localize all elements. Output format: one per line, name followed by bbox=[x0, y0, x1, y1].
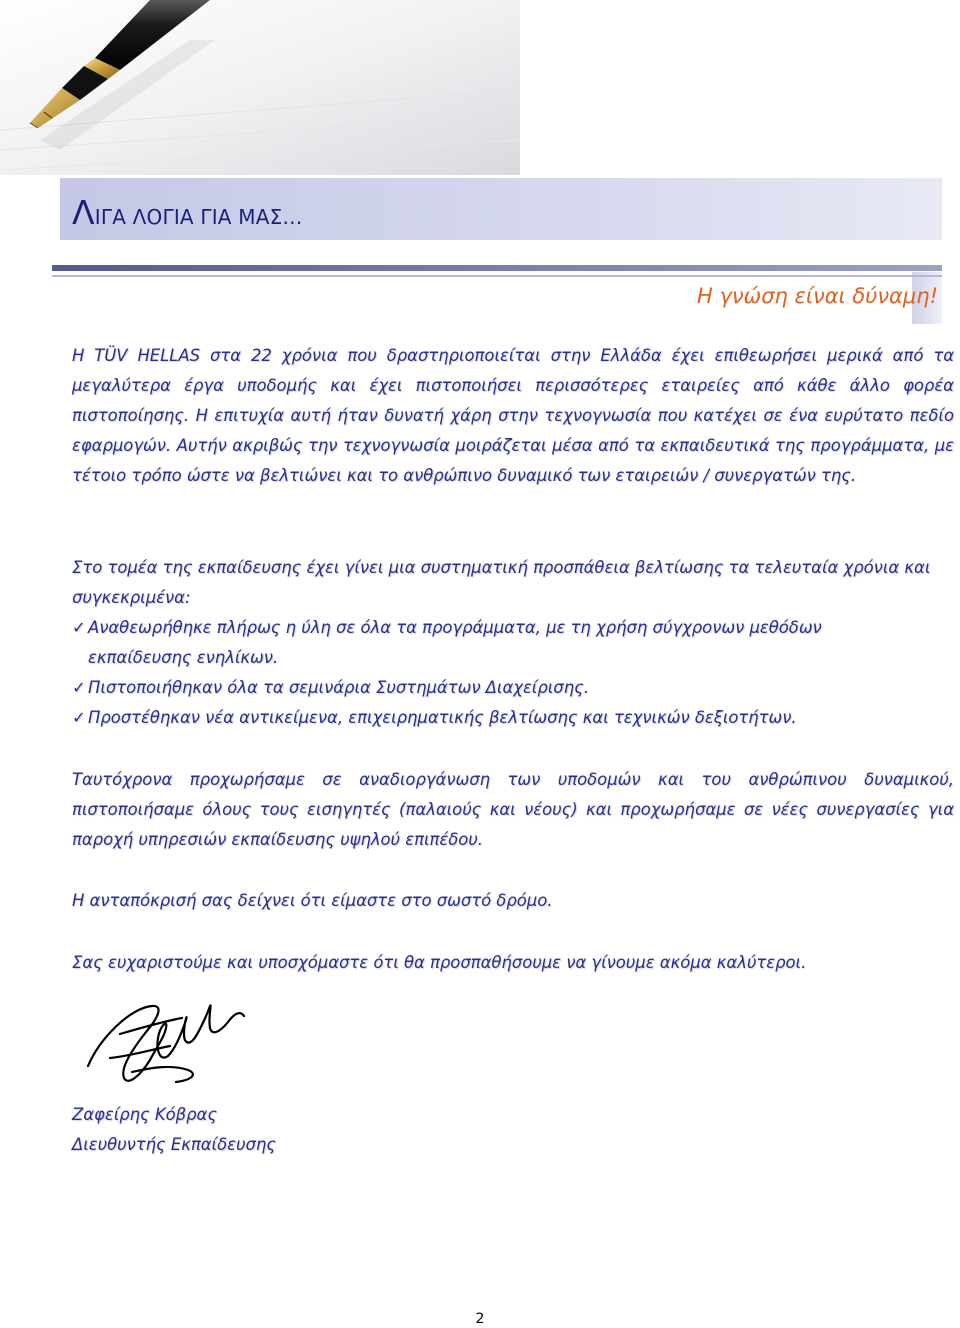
title-rest: ΙΓΑ ΛΟΓΙΑ ΓΙΑ ΜΑΣ… bbox=[94, 205, 303, 229]
signatory-block bbox=[72, 1100, 276, 1160]
list-item-text: Πιστοποιήθηκαν όλα τα σεμινάρια Συστημάτων Διαχείρισης. bbox=[88, 678, 589, 697]
section-divider-thin bbox=[52, 275, 942, 277]
signatory-name: Ζαφείρης Κόβρας bbox=[72, 1105, 217, 1124]
handwritten-signature bbox=[80, 998, 250, 1090]
title-first-letter: Λ bbox=[72, 193, 95, 232]
fountain-pen-image bbox=[0, 0, 520, 175]
signatory-role: Διευθυντής Εκπαίδευσης bbox=[72, 1135, 276, 1154]
training-intro: Στο τομέα της εκπαίδευσης έχει γίνει μια συστηματική προσπάθεια βελτίωσης τα τελευταία χρόνια και συγκεκριμένα: bbox=[72, 558, 931, 607]
check-icon: ✓ bbox=[72, 618, 86, 637]
thanks-paragraph: Σας ευχαριστούμε και υποσχόμαστε ότι θα προσπαθήσουμε να γίνουμε ακόμα καλύτεροι. bbox=[72, 953, 807, 972]
page-number: 2 bbox=[475, 1311, 485, 1327]
list-item-text: Προστέθηκαν νέα αντικείμενα, επιχειρηματικής βελτίωσης και τεχνικών δεξιοτήτων. bbox=[88, 708, 797, 727]
check-icon: ✓ bbox=[72, 678, 86, 697]
page-title bbox=[72, 193, 303, 232]
training-paragraph bbox=[72, 553, 954, 733]
check-icon: ✓ bbox=[72, 708, 86, 727]
list-item bbox=[72, 613, 954, 673]
list-item bbox=[72, 703, 954, 733]
intro-paragraph: Η TÜV HELLAS στα 22 χρόνια που δραστηριοποιείται στην Ελλάδα έχει επιθεωρήσει μερικά από τα μεγαλύτερα έργα υποδομής και έχει πιστοποιήσει περισσότερες εταιρείες από κάθε άλλο φορέα πιστοποίησης. Η επιτυχία αυτή ήταν δυνατή χάρη στην τεχνογνωσία που κατέχει σε ένα ευρύτατο πεδίο εφαρμογών. Αυτήν ακριβώς την τεχνογνωσία μοιράζεται μέσα από τα εκπαιδευτικά της προγράμματα, με τέτοιο τρόπο ώστε να βελτιώνει και το ανθρώπινο δυναμικό των εταιρειών / συνεργατών της. bbox=[72, 346, 954, 485]
reorganization-paragraph: Ταυτόχρονα προχωρήσαμε σε αναδιοργάνωση των υποδομών και του ανθρώπινου δυναμικού, πιστοποιήσαμε όλους τους εισηγητές (παλαιούς και νέους) και προχωρήσαμε σε νέες συνεργασίες για παροχή υπηρεσιών εκπαίδευσης υψηλού επιπέδου. bbox=[72, 770, 954, 849]
section-divider bbox=[52, 265, 942, 271]
response-paragraph: Η ανταπόκρισή σας δείχνει ότι είμαστε στο σωστό δρόμο. bbox=[72, 891, 553, 910]
list-item-text: Αναθεωρήθηκε πλήρως η ύλη σε όλα τα προγράμματα, με τη χρήση σύγχρονων μεθόδων bbox=[88, 618, 822, 637]
list-item-text-continued: εκπαίδευσης ενηλίκων. bbox=[88, 648, 279, 667]
list-item bbox=[72, 673, 954, 703]
motto: Η γνώση είναι δύναμη! bbox=[697, 284, 938, 308]
